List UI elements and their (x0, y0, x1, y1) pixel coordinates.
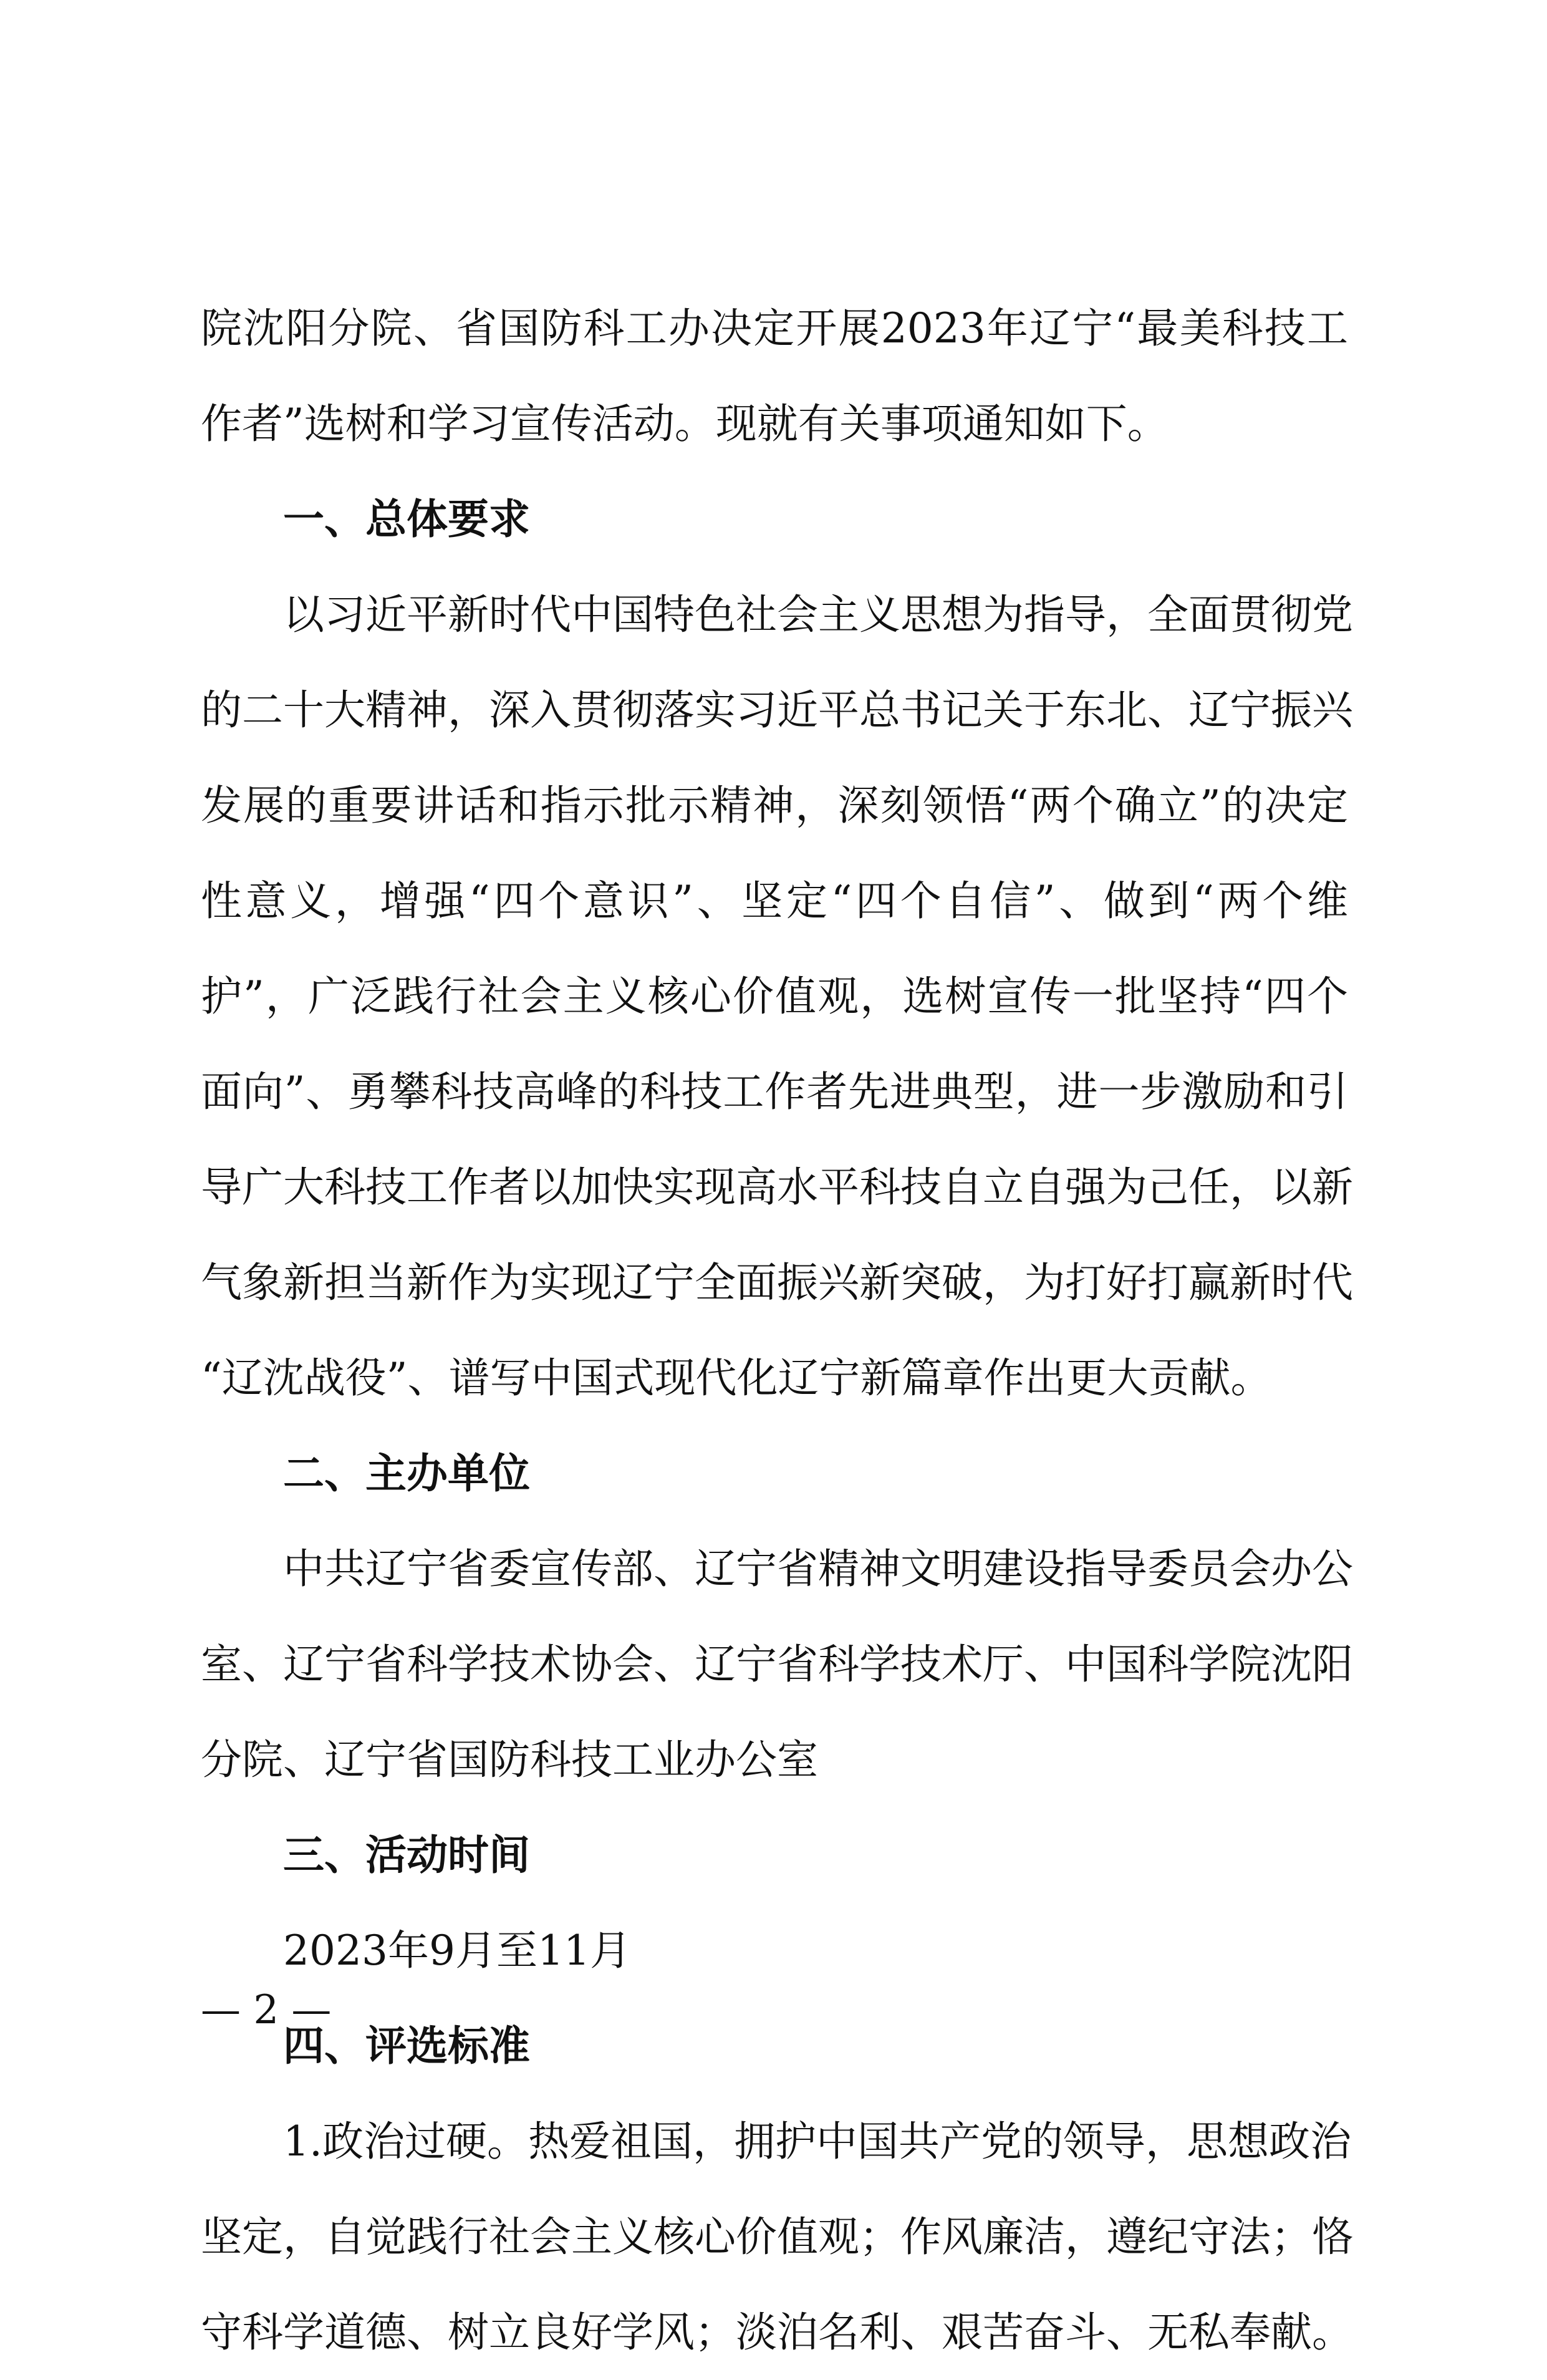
paragraph-line: 守科学道德、树立良好学风；淡泊名利、艰苦奋斗、无私奉献。 (201, 2308, 1353, 2356)
paragraph-line: 的二十大精神，深入贯彻落实习近平总书记关于东北、辽宁振兴 (201, 686, 1353, 734)
section-heading: 四、评选标准 (283, 2022, 530, 2070)
paragraph-line: 坚定，自觉践行社会主义核心价值观；作风廉洁，遵纪守法；恪 (201, 2213, 1353, 2261)
paragraph-line: 发展的重要讲话和指示批示精神，深刻领悟“两个确立”的决定 (201, 781, 1348, 830)
section-heading: 一、总体要求 (283, 495, 530, 543)
paragraph-line: “辽沈战役”、谱写中国式现代化辽宁新篇章作出更大贡献。 (201, 1354, 1272, 1402)
paragraph-line: 分院、辽宁省国防科技工业办公室 (201, 1736, 818, 1784)
paragraph-line: 以习近平新时代中国特色社会主义思想为指导，全面贯彻党 (283, 591, 1353, 639)
paragraph-line: 室、辽宁省科学技术协会、辽宁省科学技术厅、中国科学院沈阳 (201, 1640, 1353, 1688)
intro-line: 作者”选树和学习宣传活动。现就有关事项通知如下。 (201, 400, 1169, 448)
paragraph-line: 中共辽宁省委宣传部、辽宁省精神文明建设指导委员会办公 (283, 1545, 1353, 1593)
intro-line: 院沈阳分院、省国防科工办决定开展2023年辽宁“最美科技工 (201, 304, 1348, 352)
document-body (201, 281, 1353, 2380)
paragraph-line: 2023年9月至11月 (283, 1927, 631, 1975)
paragraph-line: 护”，广泛践行社会主义核心价值观，选树宣传一批坚持“四个 (201, 972, 1348, 1020)
section-heading: 三、活动时间 (283, 1831, 530, 1879)
page-number: — 2 — (201, 1987, 332, 2033)
paragraph-line: 面向”、勇攀科技高峰的科技工作者先进典型，进一步激励和引 (201, 1068, 1348, 1116)
paragraph-line: 导广大科技工作者以加快实现高水平科技自立自强为己任，以新 (201, 1163, 1353, 1211)
paragraph-line: 性意义，增强“四个意识”、坚定“四个自信”、做到“两个维 (201, 877, 1348, 925)
paragraph-line: 气象新担当新作为实现辽宁全面振兴新突破，为打好打赢新时代 (201, 1259, 1353, 1307)
section-heading: 二、主办单位 (283, 1449, 530, 1497)
paragraph-line: 1.政治过硬。热爱祖国，拥护中国共产党的领导，思想政治 (283, 2117, 1351, 2165)
